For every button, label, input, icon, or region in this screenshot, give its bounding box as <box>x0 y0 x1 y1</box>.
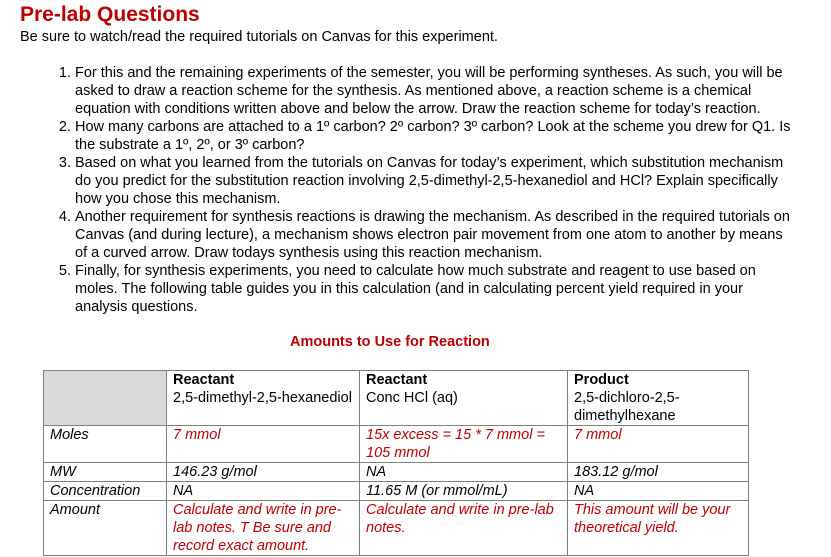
table-title: Amounts to Use for Reaction <box>290 334 490 350</box>
table-row <box>44 426 749 463</box>
question-item: 5. Finally, for synthesis experiments, you need to calculate how much substrate and reagent to use based on moles. The following table guides you in this calculation (and in calculating percent yield required in your analysis questions. <box>75 262 795 316</box>
row-label: Concentration <box>44 482 167 501</box>
header-role: Reactant <box>173 372 235 388</box>
header-role: Product <box>574 372 629 388</box>
header-corner-cell <box>44 371 167 426</box>
table-cell: 7 mmol <box>568 426 749 463</box>
page-title: Pre-lab Questions <box>20 3 200 26</box>
table-cell: 183.12 g/mol <box>568 463 749 482</box>
table-row <box>44 501 749 556</box>
row-label: Moles <box>44 426 167 463</box>
question-item: 1. For this and the remaining experiments of the semester, you will be performing syntheses. As such, you will be asked to draw a reaction scheme for the synthesis. As mentioned above, a reaction scheme is a chemical equation with conditions written above and below the arrow. Draw the reaction scheme for today’s reaction. <box>75 64 795 118</box>
table-cell: This amount will be your theoretical yield. <box>568 501 749 556</box>
table-cell: 146.23 g/mol <box>167 463 360 482</box>
table-cell: NA <box>360 463 568 482</box>
table-row <box>44 482 749 501</box>
header-cell <box>167 371 360 426</box>
table-cell: NA <box>167 482 360 501</box>
header-cell <box>568 371 749 426</box>
page-subtitle: Be sure to watch/read the required tutorials on Canvas for this experiment. <box>20 29 498 45</box>
header-cell <box>360 371 568 426</box>
row-label: MW <box>44 463 167 482</box>
header-compound: 2,5-dichloro-2,5-dimethylhexane <box>574 390 680 424</box>
header-compound: Conc HCl (aq) <box>366 390 458 406</box>
table-row <box>44 463 749 482</box>
row-label: Amount <box>44 501 167 556</box>
header-role: Reactant <box>366 372 428 388</box>
table-cell: NA <box>568 482 749 501</box>
question-list <box>48 64 795 316</box>
table-cell: 7 mmol <box>167 426 360 463</box>
cell-text: 15x excess = 15 * 7 mmol = 105 mmol <box>366 427 545 461</box>
question-item: 2. How many carbons are attached to a 1º carbon? 2º carbon? 3º carbon? Look at the scheme you drew for Q1. Is the substrate a 1º, 2º, or 3º carbon? <box>75 118 795 154</box>
amounts-table <box>43 370 749 556</box>
table-cell <box>360 426 568 463</box>
header-compound: 2,5-dimethyl-2,5-hexanediol <box>173 390 352 406</box>
table-cell: Calculate and write in pre-lab notes. <box>360 501 568 556</box>
table-cell: Calculate and write in pre-lab notes. T Be sure and record exact amount. <box>167 501 360 556</box>
table-cell: 11.65 M (or mmol/mL) <box>360 482 568 501</box>
question-item: 4. Another requirement for synthesis reactions is drawing the mechanism. As described in the required tutorials on Canvas (and during lecture), a mechanism shows electron pair movement from one atom to another by means of a curved arrow. Draw todays synthesis using this reaction mechanism. <box>75 208 795 262</box>
question-item: 3. Based on what you learned from the tutorials on Canvas for today’s experiment, which substitution mechanism do you predict for the substitution reaction involving 2,5-dimethyl-2,5-hexanediol and HCl? Explain specifically how you chose this mechanism. <box>75 154 795 208</box>
table-header-row <box>44 371 749 426</box>
